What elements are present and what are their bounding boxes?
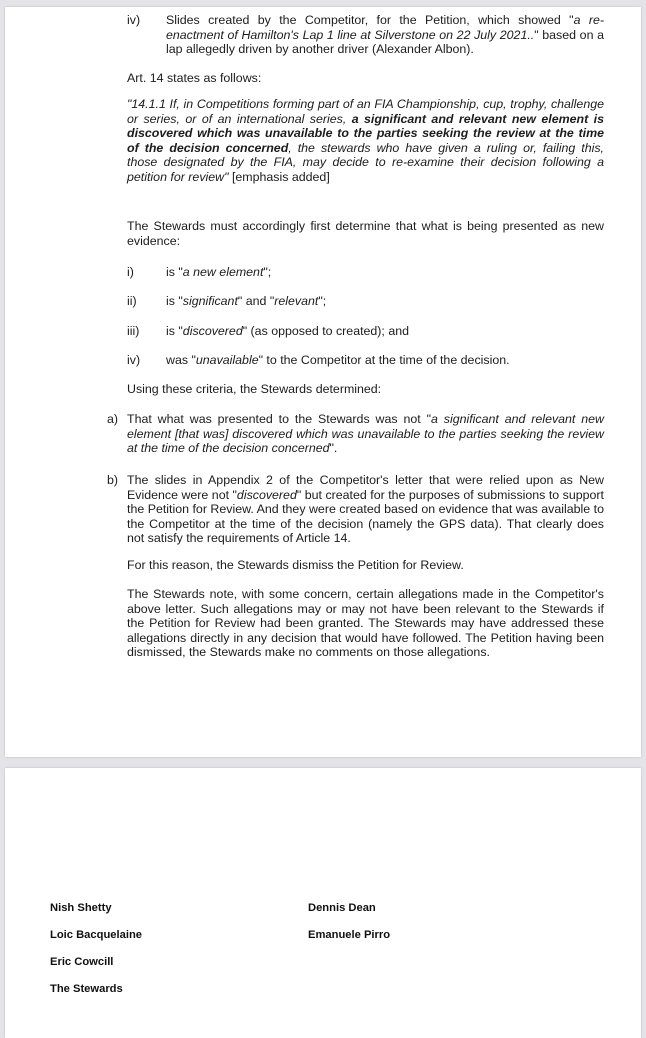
signatory: Dennis Dean (308, 902, 376, 914)
evidence-item-iv: Slides created by the Competitor, for the Petition, which showed "a re-enactment of Hamilton's Lap 1 line at Silverstone on 22 July 2021.." based on a lap allegedly driven by another driver (Alexander Albon). (166, 13, 604, 57)
list-marker: b) (107, 473, 119, 487)
using-criteria: Using these criteria, the Stewards determined: (127, 382, 382, 396)
list-marker: iv) (127, 353, 141, 367)
list-marker: iii) (127, 324, 140, 338)
signatory: Emanuele Pirro (308, 929, 391, 941)
list-marker: i) (127, 265, 134, 279)
determine-intro: The Stewards must accordingly first determine that what is being presented as new evidence: (127, 219, 604, 248)
signatory: Loic Bacquelaine (50, 929, 143, 941)
signatory: Eric Cowcill (50, 956, 114, 968)
finding-a: That what was presented to the Stewards was not "a significant and relevant new element [that was] discovered which was unavailable to the parties seeking the review at the time of the decision concerned". (127, 412, 604, 456)
criterion-item: is "a new element"; (166, 265, 272, 279)
signatory: Nish Shetty (50, 902, 112, 914)
list-marker: iv) (127, 13, 141, 27)
criterion-item: is "discovered" (as opposed to created); and (166, 324, 409, 338)
list-marker: ii) (127, 294, 137, 308)
article-quote: "14.1.1 If, in Competitions forming part of an FIA Championship, cup, trophy, challenge or series, or of an international series, a significant and relevant new element is discovered which was unavailable to the parties seeking the review at the time of the decision concerned, the stewards who have given a ruling or, failing this, those designated by the FIA, may decide to re-examine their decision following a petition for review" [emphasis added] (127, 97, 604, 184)
list-marker: a) (107, 412, 119, 426)
stewards-note: The Stewards note, with some concern, certain allegations made in the Competitor's above letter. Such allegations may or may not have been relevant to the Stewards if the Petition for Review had been granted. The Stewards may have addressed these allegations directly in any decision that would have followed. The Petition having been dismissed, the Stewards make no comments on those allegations. (127, 587, 604, 660)
criterion-item: is "significant" and "relevant"; (166, 294, 327, 308)
document-page-1 (5, 7, 641, 757)
criterion-item: was "unavailable" to the Competitor at the time of the decision. (166, 353, 510, 367)
finding-b: The slides in Appendix 2 of the Competitor's letter that were relied upon as New Evidence were not "discovered" but created for the purposes of submissions to support the Petition for Review. And they were created based on evidence that was available to the Competitor at the time of the decision (namely the GPS data). That clearly does not satisfy the requirements of Article 14. (127, 473, 605, 546)
document-page-2 (5, 768, 641, 1038)
art14-intro: Art. 14 states as follows: (127, 71, 262, 85)
dismiss-statement: For this reason, the Stewards dismiss the Petition for Review. (127, 558, 464, 572)
signatory-title: The Stewards (50, 983, 123, 995)
